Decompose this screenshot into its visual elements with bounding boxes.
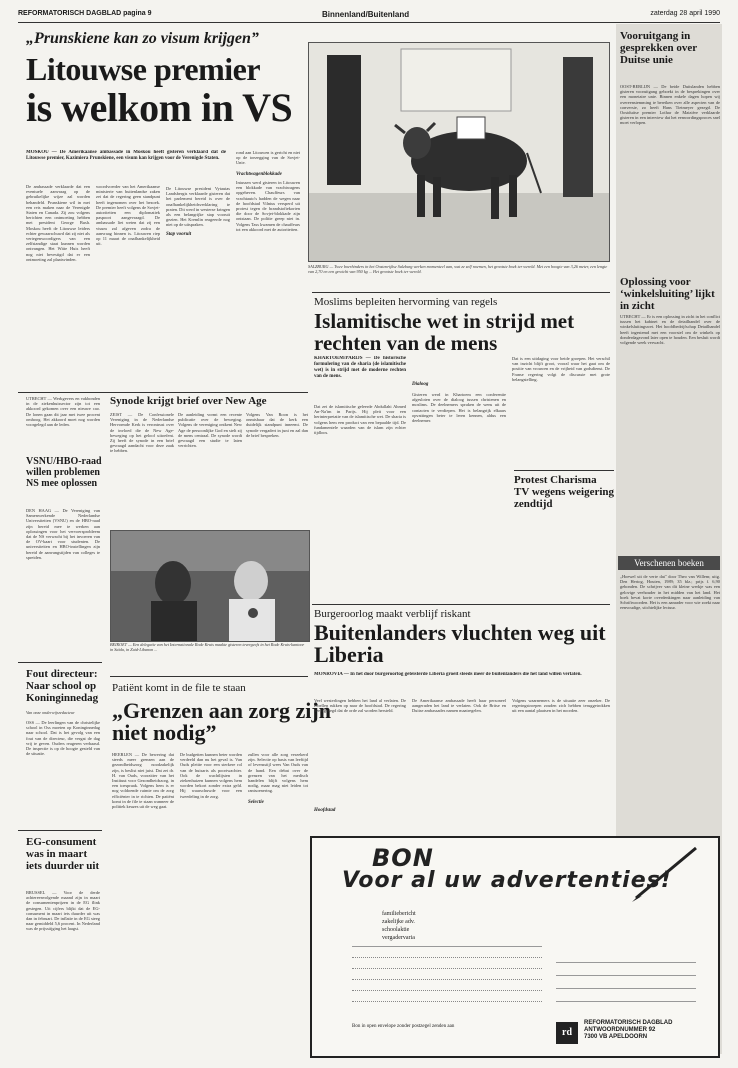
vsnu-head: VSNU/HBO-raad willen problemen NS mee oplossen [26, 456, 102, 489]
eg-body: BRUSSEL — Voor de derde achtereenvolgende maand zijn in maart de consumentenprijzen in de EG flink gestegen. Uit cijfers blijkt dat de EG-consument in maart iets duurder uit was dan in februari. De inflatie in de EG steeg naar gemiddeld 5,6 procent. In Nederland was de prijsstijging het laagst. [26, 890, 100, 932]
beirout-illustration [111, 531, 309, 641]
ad-slogan-1: BON [372, 844, 434, 872]
main-kicker: „Prunskiene kan zo visum krijgen” [26, 30, 259, 47]
subhead-selectie: Selectie [248, 800, 264, 805]
rd-logo: rd [556, 1022, 578, 1044]
islam-col-1: Dat zei de islamitische geleerde Abdullahi Ahmed An-Na'im in Parijs. Hij pleit voor een herinterpretatie van de islamitische wet. De sharia is volgens hem een product van een bepaalde tijd. De fundamentele waarden van de islam zijn echter tijdloos. [314, 404, 406, 436]
boeken-body: „Hoewel uit de verte dat" door Theo van Willem; uitg. Den Hertog, Houten, 1989; 35 blz.; prijs f. 6,90 gebonden. De schrijver van dit kleine werkje was een gelovige veehouder in het midden van het land. Het boek bevat korte overdenkingen naar aanleiding van Schriftwoorden. Het is een aanrader voor wie zoekt naar eenvoudige, stichtelijke lectuur. [620, 574, 720, 611]
ad-bullets [382, 910, 416, 942]
patient-col-3: zullen voor alle zorg verzekerd zijn. Selectie op basis van leeftijd of levensstijl wees Van Ouds van de hand. Een debat over de grenzen van het medisch handelen blijft volgens hem nodig, maar mag niet leiden tot rantsoenering. [248, 752, 308, 794]
vsnu-body: DEN HAAG — De Vereniging van Samenwerkende Nederlandse Universiteiten (VSNU) en de HBO-raad zijn bereid mee te werken aan oplossingen voor het vervoersprobleem dat de NS verwacht bij het invoeren van de OV-kaart voor studenten. De universiteiten en HBO-instellingen zijn bereid de aanvangstijden van colleges te spreiden. [26, 508, 100, 560]
divider [18, 662, 102, 663]
fout-byline: Van onze onderwijsredacteur [26, 710, 75, 715]
patient-head: „Grenzen aan zorg zijn niet nodig” [112, 698, 331, 745]
cow-illustration [309, 43, 609, 261]
liberia-col-3: Volgens waarnemers is de situatie zeer onzeker. De regeringstroepen zouden zich hebben teruggetrokken uit een aantal plaatsen in het noorden. [512, 698, 610, 714]
liberia-head: Buitenlanders vluchten weg uit Liberia [314, 620, 606, 667]
ad-form-lines[interactable] [352, 946, 542, 1015]
fout-body: OSS — De leerlingen van de christelijke school in Oss moeten op Koninginnedag naar school. Dat is het gevolg van een fout van de directeur, die vergat de dag vrij te geven. Ouders reageren verbaasd. De inspectie is op de hoogte gesteld van de situatie. [26, 720, 100, 757]
liberia-kicker: Burgeroorlog maakt verblijf riskant [314, 608, 471, 620]
main-headline-2: is welkom in VS [26, 85, 293, 130]
main-lead: MOSKOU — De Amerikaanse ambassade in Moskou heeft gisteren verklaard dat de Litouwse premier, Kazimiera Prunskiene, een visum kan krijgen voor de Verenigde Staten. [26, 150, 226, 161]
salzburg-caption: SALZBURG — Twee boerhinders in het Oostenrijkse Salzburg werken momenteel aan, wat ze zelf noemen, het grootste boek ter wereld. Met een hoogte van 3,26 meter, een lengte van 2,70 en een gewicht van 950 kg ... Het grootste boek ter wereld. [308, 264, 608, 274]
winkelsluiting-body: UTRECHT — Er is een oplossing in zicht in het conflict tussen het kabinet en de detailhandel over de winkelsluitingswet. Het hoofdbedrijfschap Detailhandel heeft ingestemd met een voorstel om de winkels op donderdagavond later open te houden. Een besluit wordt volgende week verwacht. [620, 314, 720, 346]
protest-head: Protest Charisma TV wegens weigering zendtijd [514, 474, 615, 510]
subhead-stap-vooruit: Stap vooruit [166, 232, 192, 237]
divider [18, 830, 102, 831]
ad-bullet-3: vergadervaria [382, 935, 415, 941]
header-left: REFORMATORISCH DAGBLAD pagina 9 [18, 10, 152, 17]
main-headline-1: Litouwse premier [26, 51, 261, 87]
synode-col-3: Volgens Van Roon is het onmisbaar dat de kerk een duidelijk standpunt inneemt. De synode vergadert in juni en zal dan de brief bespreken. [246, 412, 308, 438]
ad-bullet-0: familiebericht [382, 911, 416, 917]
patient-col-2: De budgetten kunnen beter worden verdeeld dan nu het geval is. Van Ouds pleitte voor een sterkere rol van de huisarts als poortwachter. Ook de wachtlijsten in ziekenhuizen kunnen volgens hem worden bekort zonder extra geld. Hij waarschuwde voor een tweedeling in de zorg. [180, 752, 242, 799]
winkelsluiting-head: Oplossing voor ‘winkelsluiting’ lijkt in zicht [620, 276, 715, 312]
duitse-unie-head: Vooruitgang in gesprekken over Duitse unie [620, 30, 697, 66]
ad-address-fields[interactable] [556, 950, 696, 1018]
subhead-vrachtwagenblokkade: Vrachtwagenblokkade [236, 172, 282, 177]
divider [18, 392, 308, 393]
islam-head: Islamitische wet in strijd met rechten van de mens [314, 309, 575, 355]
cow-photo [308, 42, 610, 262]
utrecht-article: UTRECHT — Werkgevers en vakbonden in de ziekenhuissector zijn tot een akkoord gekomen over een nieuwe cao. De lonen gaan dit jaar met twee procent omhoog. Het akkoord moet nog worden voorgelegd aan de leden. [26, 396, 100, 428]
header-section: Binnenland/Buitenland [322, 10, 410, 19]
synode-col-1: ZEIST — De Confessionele Vereniging in de Nederlandse Hervormde Kerk is verontrust over de invloed die de New Age-beweging op het geloof uitoefent. Zij heeft de synode in een brief gevraagd aandacht voor deze zaak te hebben. [110, 412, 174, 454]
divider [514, 470, 614, 471]
liberia-col-1: Veel westerlingen hebben het land al verlaten. De rebellen rukken op naar de hoofdstad. De regering heeft gezegd dat de orde zal worden hersteld. [314, 698, 406, 714]
synode-head: Synode krijgt brief over New Age [110, 395, 267, 407]
patient-kicker: Patiënt komt in de file te staan [112, 682, 246, 694]
subhead-hoofdstad: Hoofdstad [314, 808, 336, 813]
advertisement-coupon[interactable] [310, 836, 720, 1058]
main-col-2: woordvoerder van het Amerikaanse ministerie van buitenlandse zaken zei dat de regering geen standpunt heeft ingenomen over het bezoek. De premier heeft volgens de Sovjet-autoriteiten een diplomatiek paspoort aangevraagd. De ambassade liet weten dat zij een visum zal afgeven zodra de aanvraag binnen is. Litouwen riep op 11 maart de onafhankelijkheid uit. [96, 184, 160, 247]
page-header [18, 8, 720, 23]
main-col-4-top: rond aan Litouwen is gericht en niet op de toezegging van de Sovjet-Unie. [236, 150, 300, 166]
islam-col-3: Dat is een uitdaging voor beide groepen. Het verschil van inzicht blijft groot, vooral waar het gaat om de positie van vrouwen en de vrijheid van godsdienst. De Franse regering volgt de discussie met grote belangstelling. [512, 356, 610, 382]
islam-col-2: Gisteren werd in Khartoem een conferentie afgesloten over de dialoog tussen christenen en moslims. De deelnemers spraken de wens uit de contacten te verdiepen. Het is belangrijk elkaars opvattingen beter te leren kennen, aldus een deelnemer. [412, 392, 506, 424]
ad-address-2: ANTWOORDNUMMER 92 [584, 1027, 656, 1033]
beirout-photo [110, 530, 310, 642]
eg-head: EG-consument was in maart iets duurder uit [26, 836, 100, 872]
ad-address [584, 1020, 672, 1041]
main-col-3: De Litouwse president Vytautas Landsbergis verklaarde gisteren dat het parlement bereid is over de onafhankelijkheidsverklaring te praten. Dit werd in westerse kringen als een belangrijke stap vooruit gezien. Het Kremlin reageerde nog niet op de uitspraken. [166, 186, 230, 228]
liberia-col-2: De Amerikaanse ambassade heeft haar personeel aangeraden het land te verlaten. Ook de Britse en Duitse ambassades namen maatregelen. [412, 698, 506, 714]
patient-col-1: HEERLEN — De bewering dat steeds meer grenzen aan de gezondheidszorg noodzakelijk zijn, is beslist niet juist. Dat zei dr. H. van Ouds, voorzitter van het Instituut voor Gezondheidszorg, in een toespraak. Volgens hem is er nog voldoende ruimte om de zorg efficiënter in te richten. De patiënt komt in de file te staan wanneer de politiek keuzes uit de weg gaat. [112, 752, 174, 810]
pen-icon [632, 842, 702, 902]
ad-slogan-2: Voor al uw advertenties! [342, 868, 672, 893]
ad-bullet-2: schoolaktie [382, 927, 410, 933]
main-col-4: Intussen werd gisteren in Litouwen een blokkade van vrachtwagens opgeheven. Chauffeurs van vrachtauto's hadden de wegen naar de hoofdstad Vilnius versperd uit protest tegen de brandstoftekorten die door de Sovjet-blokkade zijn ontstaan. De politie greep niet in. Volgens Tass kwamen de chauffeurs tot een akkoord met de autoriteiten. [236, 180, 300, 232]
fout-head: Fout directeur: Naar school op Koninginnedag [26, 668, 99, 704]
boeken-label: Verschenen boeken [618, 556, 720, 570]
beirout-caption: BEIROET — Een delegatie van het Internationale Rode Kruis maakte gisteren tevergeefs in het Rode Kruis-kantoor in Saïda, in Zuid-Libanon ... [110, 642, 305, 652]
ad-address-1: REFORMATORISCH DAGBLAD [584, 1020, 673, 1026]
synode-col-2: De aanleiding vormt een recente publicatie over de beweging. Volgens de vereniging ontkent New Age de persoonlijke God en stelt zij de mens centraal. De synode wordt gevraagd een studie te laten verrichten. [178, 412, 242, 449]
ad-bullet-1: zakelijke adv. [382, 919, 415, 925]
duitse-unie-body: OOST-BERLIJN — De beide Duitslanden hebben gisteren vooruitgang geboekt in de besprekingen over een monetaire unie. Binnen enkele dagen hopen wij overeenstemming te bereiken over alle aspecten van de conversie, zo heeft Hans Tietmeyer gezegd. De Oostduitse premier Lothar de Maizière verklaarde gisteren in een interview dat het eenwordingsproces snel moet verlopen. [620, 84, 720, 126]
islam-kicker: Moslims bepleiten hervorming van regels [314, 296, 498, 308]
divider [312, 604, 610, 605]
header-date: zaterdag 28 april 1990 [650, 10, 720, 17]
divider [110, 676, 308, 677]
main-col-1: De ambassade verklaarde dat een eventuele aanvraag op de gebruikelijke wijze zal worden behandeld. Prunskiene wil in mei een reis maken naar de Verenigde Staten en Canada. Zij zou volgens berichten een ontmoeting hebben met president George Bush. Moskou heeft de Litouwse leiders echter gewaarschuwd dat zij niet als vertegenwoordigers van een zelfstandige staat kunnen worden ontvangen. Het Witte Huis heeft nog niet bevestigd dat er een ontmoeting zal plaatsvinden. [26, 184, 90, 262]
subhead-dialoog: Dialoog [412, 382, 429, 387]
ad-address-3: 7300 VB APELDOORN [584, 1034, 648, 1040]
islam-lead: KHARTOEM/PARIJS — De historische formulering van de sharia (de islamitische wet) is in strijd met de moderne rechten van de mens. [314, 356, 406, 379]
ad-footer: Bon in open envelope zonder postzegel zenden aan [352, 1024, 455, 1029]
liberia-lead: MONROVIA — In het door burgeroorlog geteisterde Liberia groeit steeds meer de buitenlanders die het land willen verlaten. [314, 672, 582, 677]
divider [312, 292, 610, 293]
